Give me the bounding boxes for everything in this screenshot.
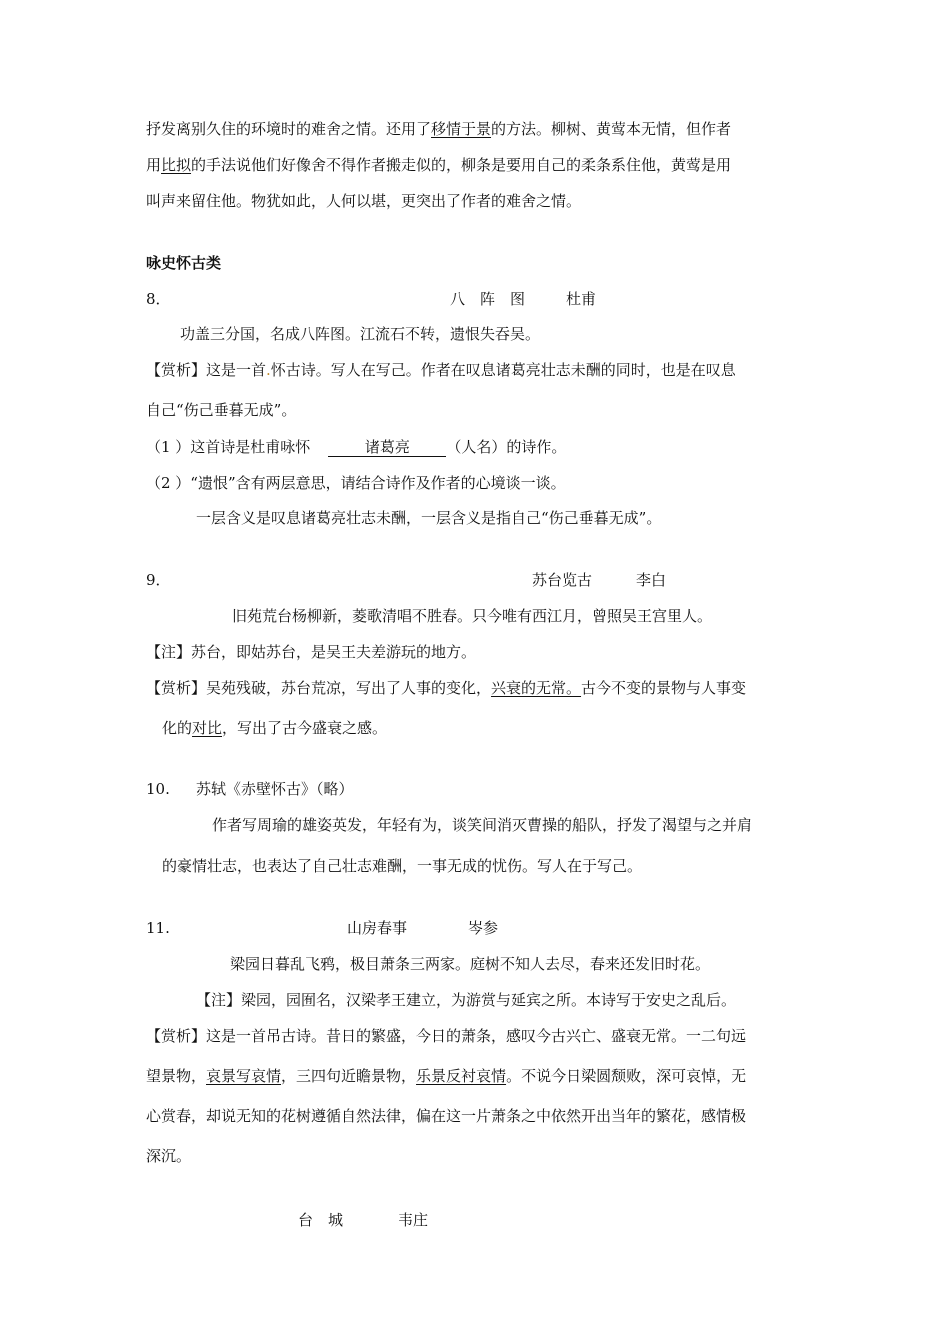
poem-author: 岑参 (468, 919, 499, 937)
underlined-text: 乐景反衬哀情 (416, 1067, 507, 1085)
text-span: 的方法。柳树、黄莺本无情，但作者 (491, 120, 732, 138)
underlined-text: 兴衰的无常。 (491, 679, 582, 697)
text-span: 望景物， (146, 1067, 207, 1085)
poem-author: 杜甫 (566, 290, 597, 308)
answer-blank: 诸葛亮 (328, 438, 446, 457)
text-span: . (266, 361, 271, 379)
note-line: 【注】梁园，园囿名，汉梁孝王建立，为游赏与延宾之所。本诗写于安史之乱后。 (196, 991, 737, 1009)
text-span: ，三四句近瞻景物， (281, 1067, 417, 1085)
poem-title: 山房春事 (347, 919, 408, 937)
note-line: 【注】苏台，即姑苏台，是吴王夫差游玩的地方。 (146, 643, 477, 661)
question-number: 10. (146, 780, 170, 798)
analysis-line: 作者写周瑜的雄姿英发，年轻有为，谈笑间消灭曹操的船队，抒发了渴望与之并肩 (212, 816, 753, 834)
sub-question-1 (146, 437, 566, 457)
text-span: 抒发离别久住的环境时的难舍之情。还用了 (146, 120, 432, 138)
paragraph-line: 叫声来留住他。物犹如此，人何以堪，更突出了作者的难舍之情。 (146, 192, 582, 210)
question-number: 11. (146, 919, 170, 937)
analysis-line (146, 678, 746, 698)
poem-text: 梁园日暮乱飞鸦，极目萧条三两家。庭树不知人去尽，春来还发旧时花。 (230, 955, 711, 973)
poem-text: 旧苑荒台杨柳新，菱歌清唱不胜春。只今唯有西江月，曾照吴王宫里人。 (232, 607, 713, 625)
poem-title: 台 城 (298, 1211, 344, 1229)
text-span: 的手法说他们好像舍不得作者搬走似的，柳条是要用自己的柔条系住他，黄莺是用 (191, 156, 732, 174)
section-title: 咏史怀古类 (146, 254, 222, 272)
poem-title: 八 阵 图 (450, 290, 526, 308)
question-number: 9． (146, 571, 171, 589)
text-span: （人名）的诗作。 (446, 438, 567, 456)
poem-text: 功盖三分国，名成八阵图。江流石不转，遗恨失吞吴。 (180, 325, 541, 343)
paragraph-line (146, 155, 731, 175)
analysis-line: 自己“伤己垂暮无成”。 (146, 401, 297, 419)
text-span: 【赏析】这是一首 (146, 361, 267, 379)
text-span: 用 (146, 156, 162, 174)
poem-title: 苏台览古 (532, 571, 593, 589)
text-span: （1 ）这首诗是杜甫咏怀 (146, 438, 311, 456)
text-span: 。不说今日梁圆颓败，深可哀悼，无 (506, 1067, 747, 1085)
underlined-text: 哀景写哀情 (206, 1067, 282, 1085)
text-span: ，写出了古今盛衰之感。 (222, 719, 388, 737)
question-number: 8． (146, 290, 171, 308)
analysis-line: 深沉。 (146, 1147, 192, 1165)
sub-question-2-answer: 一层含义是叹息诸葛亮壮志未酬，一层含义是指自己“伤己垂暮无成”。 (196, 509, 662, 527)
underlined-text: 对比 (192, 719, 223, 737)
analysis-line: 心赏春，却说无知的花树遵循自然法律，偏在这一片萧条之中依然开出当年的繁花，感情极 (146, 1107, 747, 1125)
analysis-line: 的豪情壮志，也表达了自己壮志难酬，一事无成的忧伤。写人在于写己。 (162, 857, 643, 875)
text-span: 化的 (162, 719, 193, 737)
analysis-line (146, 1066, 746, 1086)
poem-title: 苏轼《赤壁怀古》（略） (196, 780, 354, 798)
underlined-text: 比拟 (161, 156, 192, 174)
text-span: 怀古诗。写人在写己。作者在叹息诸葛亮壮志未酬的同时，也是在叹息 (270, 361, 736, 379)
poem-author: 李白 (636, 571, 667, 589)
text-span: 古今不变的景物与人事变 (581, 679, 747, 697)
analysis-line: 【赏析】这是一首吊古诗。昔日的繁盛，今日的萧条，感叹今古兴亡、盛衰无常。一二句远 (146, 1027, 747, 1045)
analysis-line (162, 718, 387, 738)
sub-question-2: （2 ）“遗恨”含有两层意思，请结合诗作及作者的心境谈一谈。 (146, 474, 566, 492)
analysis-line (146, 360, 736, 380)
underlined-text: 移情于景 (431, 120, 492, 138)
paragraph-line (146, 119, 731, 139)
text-span: 【赏析】吴苑残破，苏台荒凉，写出了人事的变化， (146, 679, 492, 697)
poem-author: 韦庄 (398, 1211, 429, 1229)
